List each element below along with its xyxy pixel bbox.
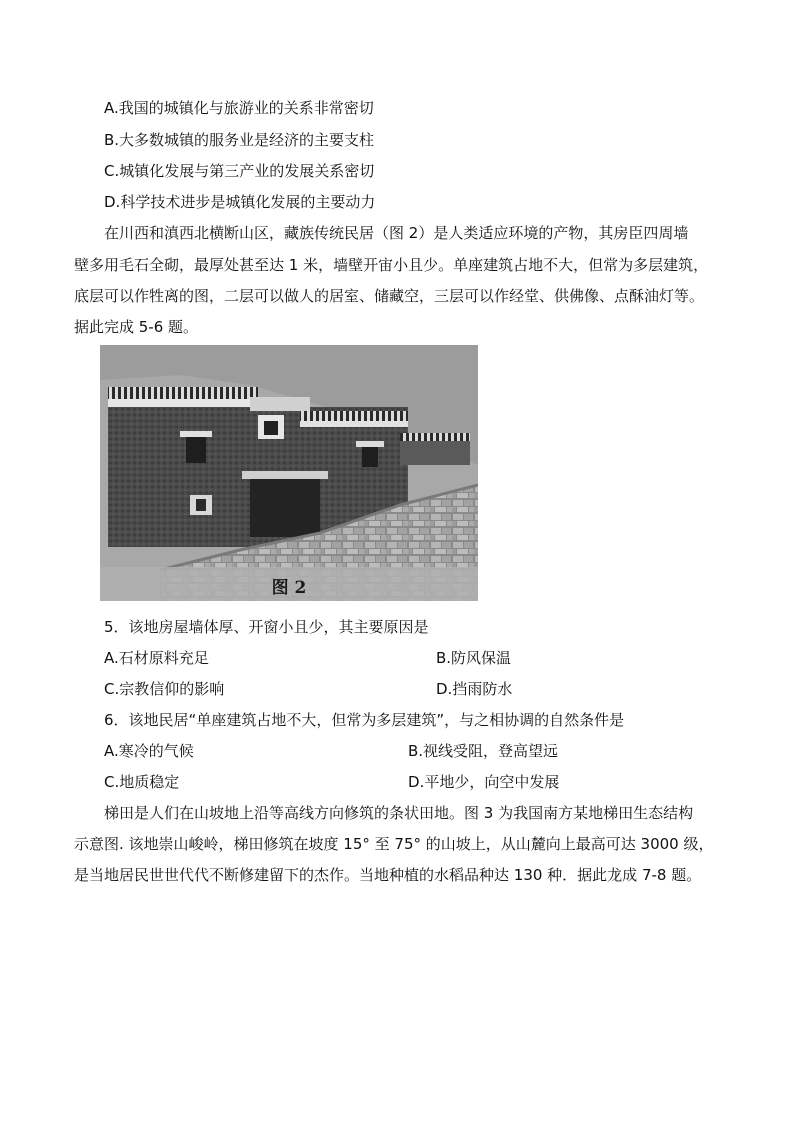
figure-tibetan-house-photo bbox=[100, 345, 478, 601]
figure-caption: 图 2 bbox=[271, 578, 307, 598]
passage2-line-1: 梯田是人们在山坡地上沿等高线方向修筑的条状田地。图 3 为我国南方某地梯田生态结构 bbox=[104, 804, 694, 822]
q5-option-c: C.宗教信仰的影响 bbox=[104, 680, 225, 698]
q5-option-a: A.石材原料充足 bbox=[104, 649, 209, 667]
q6-stem: 6．该地民居“单座建筑占地不大，但常为多层建筑”，与之相协调的自然条件是 bbox=[104, 711, 625, 729]
q6-option-c: C.地质稳定 bbox=[104, 773, 180, 791]
q5-stem: 5．该地房屋墙体厚、开窗小且少，其主要原因是 bbox=[104, 618, 429, 636]
q5-option-b: B.防风保温 bbox=[436, 649, 512, 667]
q6-option-d: D.平地少，向空中发展 bbox=[408, 773, 560, 791]
q4-option-c: C.城镇化发展与第三产业的发展关系密切 bbox=[104, 162, 375, 180]
passage2-line-3: 是当地居民世世代代不断修建留下的杰作。当地种植的水稻品种达 130 种．据此龙成 7-8 题。 bbox=[74, 866, 702, 884]
q6-option-a: A.寒冷的气候 bbox=[104, 742, 194, 760]
passage1-line-3: 底层可以作牲离的图，二层可以做人的居室、储藏空，三层可以作经堂、供佛像、点酥油灯等。 bbox=[74, 287, 705, 305]
passage1-line-2: 壁多用毛石全砌，最厚处甚至达 1 米，墙壁开宙小且少。单座建筑占地不大，但常为多层建筑， bbox=[74, 256, 709, 274]
tibetan-house-illustration bbox=[100, 345, 478, 601]
passage2-line-2: 示意图. 该地崇山峻岭，梯田修筑在坡度 15° 至 75° 的山坡上，从山麓向上最高可达 3000 级， bbox=[74, 835, 714, 853]
q4-option-d: D.科学技术进步是城镇化发展的主要动力 bbox=[104, 193, 376, 211]
q6-option-b: B.视线受阻，登高望远 bbox=[408, 742, 559, 760]
passage1-line-4: 据此完成 5-6 题。 bbox=[74, 318, 199, 336]
q5-option-d: D.挡雨防水 bbox=[436, 680, 513, 698]
q4-option-a: A.我国的城镇化与旅游业的关系非常密切 bbox=[104, 99, 374, 117]
q4-option-b: B.大多数城镇的服务业是经济的主要支柱 bbox=[104, 131, 375, 149]
passage1-line-1: 在川西和滇西北横断山区，藏族传统民居（图 2）是人类适应环境的产物，其房臣四周墙 bbox=[104, 224, 689, 242]
